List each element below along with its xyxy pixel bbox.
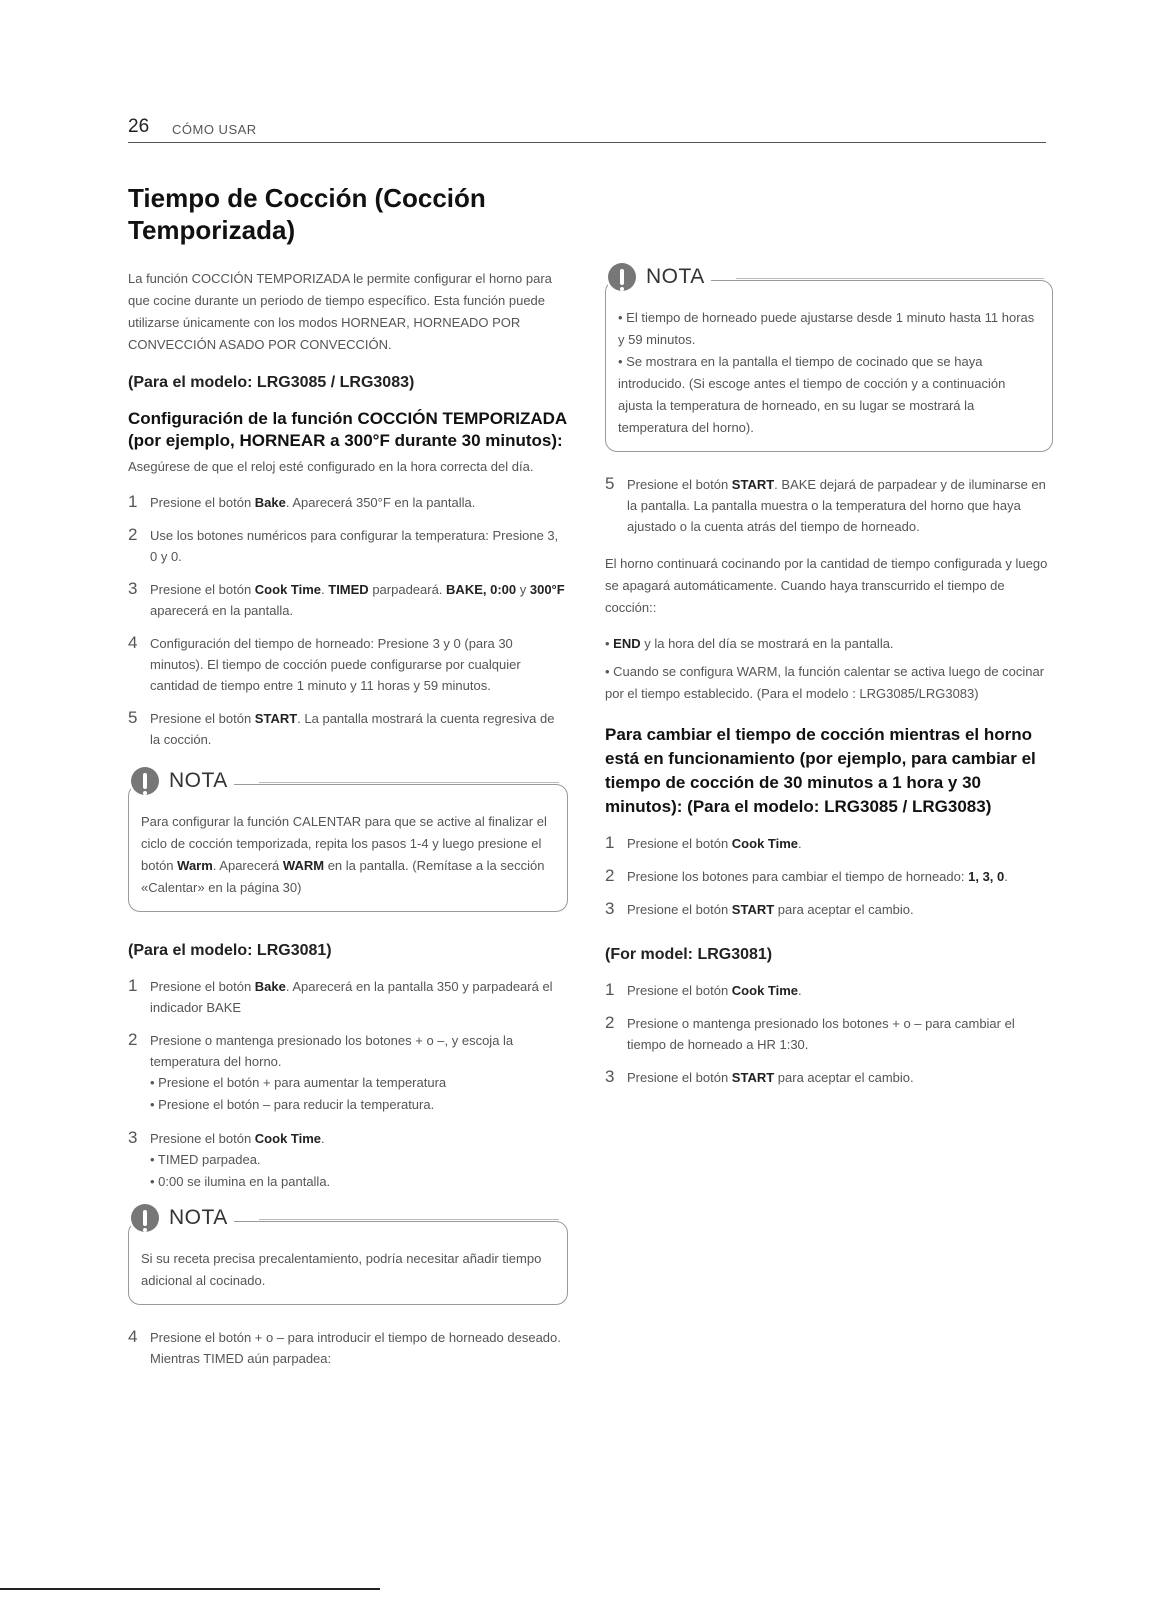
nota-box-2 (128, 1206, 568, 1305)
section-title: CÓMO USAR (172, 122, 257, 137)
step-text: Configuración del tiempo de horneado: Presione 3 y 0 (para 30 minutos). El tiempo de cocción puede configurarse por cualquier cantidad de tiempo entre 1 minuto y 11 horas y 59 minutos. (150, 636, 521, 693)
steps-b (128, 976, 568, 1193)
warning-icon (131, 1204, 159, 1232)
step-b2 (128, 1030, 568, 1116)
button-name: Bake (254, 495, 286, 510)
step-b4 (128, 1327, 568, 1369)
steps-a (128, 492, 568, 750)
config-heading: Configuración de la función COCCIÓN TEMPORIZADA (por ejemplo, HORNEAR a 300°F durante 30 minutos): (128, 409, 567, 450)
change-heading: Para cambiar el tiempo de cocción mientras el horno está en funcionamiento (por ejemplo, para cambiar el tiempo de cocción de 30 minutos a 1 hora y 30 minutos): (Para el modelo: LRG3085 / LRG3083) (605, 725, 1036, 816)
step-number: 5 (605, 474, 615, 493)
continue-paragraph: El horno continuará cocinando por la cantidad de tiempo configurada y luego se apagará automáticamente. Cuando haya transcurrido el tiempo de cocción:: (605, 556, 1048, 615)
warning-icon (608, 263, 636, 291)
step-number: 1 (128, 976, 138, 995)
change-steps (605, 833, 1053, 920)
bullet-item: • 0:00 se ilumina en la pantalla. (150, 1174, 331, 1189)
step-text: Presione el botón (150, 495, 255, 510)
bullet-item: • Presione el botón – para reducir la temperatura. (150, 1097, 435, 1112)
nota-label: NOTA (169, 769, 228, 792)
step-text: . Aparecerá 350°F en la pantalla. (285, 495, 476, 510)
display-text: BAKE, 0:00 (446, 582, 517, 597)
step-text: . La pantalla mostrará la cuenta regresiva de la cocción. (150, 711, 555, 747)
step-number: 3 (128, 1128, 138, 1147)
step-text: Presione o mantenga presionado los botones + o – para cambiar el tiempo de horneado a HR 1:30. (627, 1016, 1015, 1052)
step-number: 4 (128, 633, 138, 652)
page-number: 26 (128, 116, 150, 137)
step-number: 2 (605, 866, 615, 885)
model-heading-b: (Para el modelo: LRG3081) (128, 942, 332, 959)
step-number: 1 (605, 980, 615, 999)
step-text: aparecerá en la pantalla. (150, 603, 294, 618)
button-name: START (254, 711, 298, 726)
step-a5 (128, 708, 568, 750)
change-step-3: 3 Presione el botón START para aceptar el cambio. (605, 899, 914, 918)
step-text: . (321, 582, 329, 597)
step-number: 2 (128, 1030, 138, 1049)
config-note: Asegúrese de que el reloj esté configurado en la hora correcta del día. (128, 459, 534, 474)
step-number: 1 (128, 492, 138, 511)
right-column (605, 265, 1053, 1100)
change-step-2: 2 Presione los botones para cambiar el tiempo de horneado: 1, 3, 0. (605, 866, 1008, 885)
bullet-item: • Presione el botón + para aumentar la temperatura (150, 1075, 447, 1090)
step-text: Presione el botón (150, 582, 255, 597)
display-text: TIMED (328, 582, 369, 597)
model-heading-c: (For model: LRG3081) (605, 946, 773, 963)
step-b5: 5 Presione el botón START. BAKE dejará de parpadear y de iluminarse en la pantalla. La pantalla muestra o la temperatura del horno que haya ajustado o la cuenta atrás del tiempo de horneado. (605, 474, 1046, 534)
nota-label: NOTA (646, 265, 705, 288)
step-text: Presione el botón (150, 711, 255, 726)
bullet-item: • TIMED parpadea. (150, 1152, 261, 1167)
step-text: Use los botones numéricos para configurar la temperatura: Presione 3, 0 y 0. (150, 528, 559, 564)
steps-c (605, 980, 1053, 1088)
left-column (128, 182, 568, 1381)
step-b3: 3 Presione el botón Cook Time. • TIMED parpadea. • 0:00 se ilumina en la pantalla. (128, 1128, 568, 1193)
step-number: 3 (605, 1067, 615, 1086)
warm-bullet: • Cuando se configura WARM, la función calentar se activa luego de cocinar por el tiempo establecido. (Para el modelo : LRG3085/LRG3083) (605, 664, 1045, 701)
page-header (128, 114, 1046, 143)
step-text: parpadeará. (368, 582, 447, 597)
nota-bullet: • Se mostrara en la pantalla el tiempo de cocinado que se haya introducido. (Si escoge antes el tiempo de cocción y a continuación ajusta la temperatura de horneado, en su lugar se mostrará la temperatura del horno). (618, 354, 1006, 435)
warning-icon (131, 767, 159, 795)
step-number: 3 (128, 579, 138, 598)
nota-text: Para configurar la función CALENTAR para que se active al finalizar el ciclo de cocción temporizada, repita los pasos 1-4 y luego presione el botón Warm. Aparecerá WARM en la pantalla. (Remítase a la sección «Calentar» en la página 30) (141, 814, 547, 895)
step-text: Presione o mantenga presionado los botones + o –, y escoja la temperatura del horno. (150, 1033, 514, 1069)
nota-box-3 (605, 265, 1053, 452)
nota-box-1 (128, 769, 568, 912)
step-text: y (516, 582, 530, 597)
nota-bullet: • El tiempo de horneado puede ajustarse desde 1 minuto hasta 11 horas y 59 minutos. (618, 310, 1035, 347)
step-b1: 1 Presione el botón Bake. Aparecerá en la pantalla 350 y parpadeará el indicador BAKE (128, 976, 553, 1015)
button-name: Cook Time (254, 582, 322, 597)
step-c2 (605, 1013, 1053, 1055)
step-c1: 1 Presione el botón Cook Time. (605, 980, 802, 999)
intro-paragraph: La función COCCIÓN TEMPORIZADA le permite configurar el horno para que cocine durante un periodo de tiempo específico. Esta función puede utilizarse únicamente con los modos HORNEAR, HORNEADO POR CONVECCIÓN ASADO POR CONVECCIÓN. (128, 271, 552, 352)
display-text: 300°F (529, 582, 565, 597)
step-c3: 3 Presione el botón START para aceptar el cambio. (605, 1067, 914, 1086)
step-a2 (128, 525, 568, 567)
step-number: 5 (128, 708, 138, 727)
footer-rule (0, 1588, 380, 1590)
page-title: Tiempo de Cocción (Cocción Temporizada) (128, 183, 486, 245)
change-step-1: 1 Presione el botón Cook Time. (605, 833, 802, 852)
model-heading-a: (Para el modelo: LRG3085 / LRG3083) (128, 374, 415, 391)
step-number: 2 (128, 525, 138, 544)
step-number: 2 (605, 1013, 615, 1032)
step-a4 (128, 633, 568, 696)
step-number: 3 (605, 899, 615, 918)
end-bullet: • END y la hora del día se mostrará en la pantalla. (605, 636, 894, 651)
step-text: Presione el botón + o – para introducir el tiempo de horneado deseado. Mientras TIMED aún parpadea: (150, 1330, 561, 1366)
step-number: 1 (605, 833, 615, 852)
step-a3 (128, 579, 568, 621)
nota-label: NOTA (169, 1206, 228, 1229)
step-number: 4 (128, 1327, 138, 1346)
step-a1 (128, 492, 568, 513)
nota-text: Si su receta precisa precalentamiento, podría necesitar añadir tiempo adicional al cocinado. (141, 1251, 542, 1288)
